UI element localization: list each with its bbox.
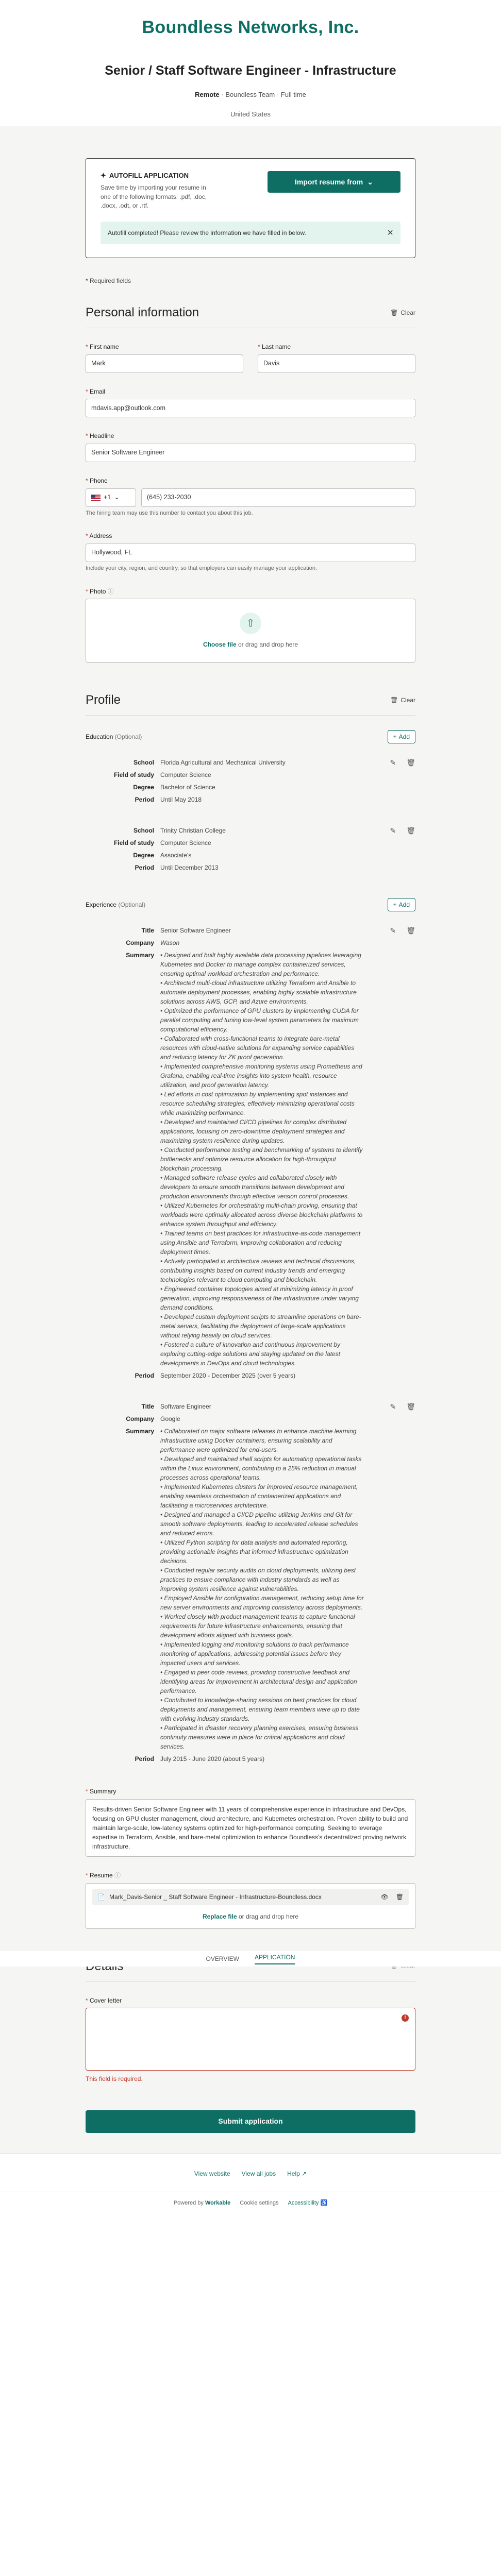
title-value: Software Engineer [160,1402,211,1410]
chevron-down-icon: ⌄ [367,177,373,186]
cover-letter-label: Cover letter [90,1996,122,2004]
resume-label: Resume [90,1871,113,1879]
headline-input[interactable]: Senior Software Engineer [86,444,415,462]
email-label: Email [90,387,106,395]
accessibility-icon: ♿ [320,2200,328,2207]
email-input[interactable]: mdavis.app@outlook.com [86,399,415,417]
trash-icon[interactable]: 🗑 [406,1402,415,1411]
optional-tag: (Optional) [114,733,142,740]
add-label: Add [398,733,410,740]
preview-icon[interactable]: 👁 [380,1893,389,1901]
phone-label: Phone [90,477,108,485]
summary-value: • Collaborated on major software releases to enhance machine learning infrastructure using Docker containers, ensuring scalability and performance were optimized for end-users. • Developed and maintained shell scripts for automating operational tasks within the Linux environment, contributing to a 25% reduction in manual processes across operational teams. • Implemented Kubernetes clusters for improved resource management, enabling seamless orchestration of containerized applications and facilitating a microservices architecture. • Designed and managed a CI/CD pipeline utilizing Jenkins and Git for smooth software deployments, leading to accelerated release schedules and reduced errors. • Utilized Python scripting for data analysis and automated reporting, providing actionable insights that informed infrastructure optimization decisions. • Conducted regular security audits on cloud deployments, utilizing best practices to ensure compliance with industry standards as well as improving system resilience against vulnerabilities. • Employed Ansible for configuration management, reducing setup time for new server environments and improving consistency across deployments. • Worked closely with product management teams to capture functional requirements for future infrastructure enhancements, ensuring that development efforts aligned with business goals. • Implemented logging and monitoring solutions to track performance monitoring of applications, addressing potential issues before they impacted users and services. • Engaged in peer code reviews, providing constructive feedback and identifying areas for improvement in architectural design and application performance. • Contributed to knowledge-sharing sessions on best practices for cloud deployments and management, ensuring team members were up to date with evolving industry standards. • Participated in disaster recovery planning exercises, ensuring business continuity measures were in place for critical applications and cloud services. [160,1427,364,1750]
drag-drop-text: or drag and drop here [237,1913,299,1921]
team-type: · Boundless Team · Full time [219,90,306,98]
summary-textarea[interactable]: Results-driven Senior Software Engineer with 11 years of comprehensive experience in infrastructure and DevOps, focusing on GPU cluster management, cloud architecture, and Kubernetes orchestration. Proven ability to build and maintain large-scale, low-latency systems optimized for high-performance computing. Seeking to leverage expertise in Terraform, Ansible, and bare-metal optimization to enhance Boundless's decentralized proving network infrastructure. [86,1799,415,1857]
personal-information-section: Personal information 🗑 Clear * First name Mark * Last name Davis * Email mdavis.app@outlook.com * Headline Senior Software Engineer * Phone +1 ⌄ (645) 233-2030 The hiring team may use this number to contact you about this job. * Address Hollywood, FL Include your city, region, and country, so that employers can easily manage your application. * Photo ⓘ ⇧ Choose file or drag and drop here [86,304,415,663]
title-value: Senior Software Engineer [160,926,231,934]
chevron-down-icon: ⌄ [114,494,120,501]
add-education-button[interactable] [388,730,415,743]
period-label: Period [135,1755,154,1762]
period-value: Until May 2018 [160,795,202,803]
company-value: Google [160,1415,180,1422]
page-footer [0,2154,501,2218]
resume-filename: Mark_Davis-Senior _ Staff Software Engineer - Infrastructure-Boundless.docx [109,1893,322,1901]
resume-file-chip [92,1889,409,1906]
photo-label: Photo [90,587,106,595]
experience-entry [86,926,415,1383]
last-name-label: Last name [262,343,291,350]
job-meta [0,90,501,99]
choose-file-link[interactable]: Choose file [203,640,237,648]
section-title: Profile [86,693,121,707]
experience-entry [86,1402,415,1767]
plus-icon: + [393,733,397,740]
country-code: +1 [104,494,111,501]
profile-section: Profile 🗑 Clear Education (Optional) + Add School Florida Agricultural and Mechanical University Field of study Computer Science Degree Bachelor of Science Period Until May 2018 ✎ 🗑 School Trinity Christian College Field of study Computer Science Degree Associate's Period Until December 2013 ✎ 🗑 Experience (Optional) + Add Title Senior Software Engineer Company Wason Summary • Designed and built highly available data processing pipelines leveraging Kubernetes and Docker to manage complex containerized services, ensuring optimal workload orchestration and performance. • Architected multi-cloud infrastructure utilizing Terraform and Ansible to automate deployment processes, enabling highly scalable infrastructure solutions across AWS, GCP, and Azure environments. • Optimized the performance of GPU clusters by implementing CUDA for parallel computing and tuning low-level system parameters for maximum computational efficiency. • Collaborated with cross-functional teams to integrate bare-metal resources with cloud-native solutions for expanding service capabilities and reducing latency for ZK proof generation. • Implemented comprehensive monitoring systems using Prometheus and Grafana, enabling real-time insights into system health, resource utilization, and proof generation latency. • Led efforts in cost optimization by implementing spot instances and resource scheduling strategies, effectively minimizing operational costs while maximizing performance. • Developed and maintained CI/CD pipelines for complex distributed applications, focusing on zero-downtime deployment strategies and maximizing system resilience during updates. • Conducted performance testing and benchmarking of systems to identify bottlenecks and optimize resource allocation for high-throughput blockchain processing. • Managed software release cycles and collaborated closely with developers to ensure smooth transitions between development and production environments through effective version control processes. • Utilized Kubernetes for orchestrating multi-chain proving, ensuring that workloads were optimally allocated across diverse blockchain platforms to enhance system throughput and efficiency. • Trained teams on best practices for infrastructure-as-code management using Ansible and Terraform, improving collaboration and reducing deployment times. • Actively participated in architecture reviews and technical discussions, contributing insights based on current industry trends and emerging technologies relevant to cloud computing and blockchain. • Engineered container topologies aimed at minimizing latency in proof generation, improving responsiveness of the infrastructure under varying demand conditions. • Developed custom deployment scripts to streamline operations on bare-metal servers, facilitating the deployment of large-scale applications without relying heavily on cloud services. • Fostered a culture of innovation and continuous improvement by exploring cutting-edge solutions and staying updated on the latest developments in DevOps and cloud technologies. Period September 2020 - December 2025 (over 5 years) ✎ 🗑 Title Software Engineer Company Google Summary • Collaborated on major software releases to enhance machine learning infrastructure using Docker containers, ensuring scalability and performance were optimized for end-users. • Developed and maintained shell scripts for automating operational tasks within the Linux environment, contributing to a 25% reduction in manual processes across operational teams. • Implemented Kubernetes clusters for improved resource management, enabling seamless orchestration of containerized applications and facilitating a microservices architecture. • Designed and managed a CI/CD pipeline utilizing Jenkins and Git for smooth software deployments, leading to accelerated release schedules and reduced errors. • Utilized Python scripting for data analysis and automated reporting, providing actionable insights that informed infrastructure optimization decisions. • Conducted regular security audits on cloud deployments, utilizing best practices to ensure compliance with industry standards as well as improving system resilience against vulnerabilities. • Employed Ansible for configuration management, reducing setup time for new server environments and improving consistency across deployments. • Worked closely with product management teams to capture functional requirements for future infrastructure enhancements, ensuring that development efforts aligned with business goals. • Implemented logging and monitoring solutions to track performance monitoring of applications, addressing potential issues before they impacted users and services. • Engaged in peer code reviews, providing constructive feedback and identifying areas for improvement in architectural design and application performance. • Contributed to knowledge-sharing sessions on best practices for cloud deployments and management, ensuring team members were up to date with evolving industry standards. • Participated in disaster recovery planning exercises, ensuring business continuity measures were in place for critical applications and cloud services. Period July 2015 - June 2020 (about 5 years) ✎ 🗑 * Summary Results-driven Senior Software Engineer with 11 years of comprehensive experience in infrastructure and DevOps, focusing on GPU cluster management, cloud architecture, and Kubernetes orchestration. Proven ability to build and maintain large-scale, low-latency systems optimized for high-performance computing. Seeking to leverage expertise in Terraform, Ansible, and bare-metal optimization to enhance Boundless's decentralized proving network infrastructure. * Resume ⓘ 📄 Mark_Davis-Senior _ Staff Software Engineer - Infrastructure-Boundless.docx 👁 🗑 Replace file or drag and drop here [86,691,415,1929]
job-title: Senior / Staff Software Engineer - Infrastructure [105,63,396,78]
period-label: Period [135,1371,154,1379]
first-name-input[interactable]: Mark [86,354,243,373]
headline-label: Headline [90,432,114,440]
field-value: Computer Science [160,771,211,778]
powered-by [174,2199,230,2207]
edit-icon[interactable]: ✎ [390,758,396,767]
field-label: Field of study [114,839,154,846]
upload-icon: ⇧ [240,613,261,634]
school-value: Florida Agricultural and Mechanical University [160,758,286,766]
info-icon: ⓘ [114,1871,121,1879]
replace-file-link[interactable]: Replace file [202,1913,237,1921]
edit-icon[interactable]: ✎ [390,826,396,835]
plus-icon: + [393,901,397,908]
education-entry [86,758,415,807]
field-label: Field of study [114,771,154,778]
edit-icon[interactable]: ✎ [390,1402,396,1411]
cookie-settings-link[interactable]: Cookie settings [240,2200,279,2207]
workable-brand[interactable]: Workable [205,2200,231,2207]
clear-label: Clear [400,696,415,704]
error-icon: ! [402,2014,409,2022]
autofill-title: AUTOFILL APPLICATION [109,172,189,179]
help-link[interactable] [287,2170,307,2178]
banner-text: Autofill completed! Please review the information we have filled in below. [108,229,306,236]
drag-drop-text: or drag and drop here [236,640,298,648]
form-wrap [86,158,415,2133]
add-experience-button[interactable] [388,898,415,911]
degree-label: Degree [133,783,154,791]
autofill-heading [101,171,214,180]
summary-label: Summary [126,951,154,959]
phone-input[interactable]: (645) 233-2030 [141,488,415,507]
cover-letter-error: This field is required. [86,2075,143,2083]
us-flag-icon [91,495,101,501]
trash-icon: 🗑 [390,696,398,704]
address-input[interactable]: Hollywood, FL [86,544,415,562]
accessibility-link[interactable] [288,2199,328,2207]
title-label: Title [141,926,154,934]
degree-label: Degree [133,851,154,859]
import-label: Import resume from [295,178,363,186]
school-label: School [133,826,154,834]
clear-personal-button[interactable] [390,309,415,317]
trash-icon[interactable]: 🗑 [406,926,415,935]
resume-dropzone[interactable] [86,1883,415,1929]
job-header [0,0,501,126]
import-resume-button[interactable] [268,171,400,193]
trash-icon: 🗑 [390,309,398,316]
cover-letter-textarea[interactable] [86,2008,415,2071]
external-link-icon: ↗ [302,2170,307,2178]
autofill-description: Save time by importing your resume in one of the following formats: .pdf, .doc, .docx, .odt, or .rtf. [101,184,207,209]
school-value: Trinity Christian College [160,826,226,834]
view-all-jobs-link[interactable]: View all jobs [241,2170,276,2178]
summary-label: Summary [126,1427,154,1435]
phone-hint: The hiring team may use this number to contact you about this job. [86,510,253,516]
company-value: Wason [160,939,180,946]
first-name-label: First name [90,343,119,350]
title-label: Title [141,1402,154,1410]
add-label: Add [398,901,410,908]
section-title: Personal information [86,306,199,320]
summary-value: • Designed and built highly available data processing pipelines leveraging Kubernetes and Docker to manage complex containerized services, ensuring optimal workload orchestration and performance. • Architected multi-cloud infrastructure utilizing Terraform and Ansible to automate deployment processes, enabling highly scalable infrastructure solutions across AWS, GCP, and Azure environments. • Optimized the performance of GPU clusters by implementing CUDA for parallel computing and tuning low-level system parameters for maximum computational efficiency. • Collaborated with cross-functional teams to integrate bare-metal resources with cloud-native solutions for expanding service capabilities and reducing latency for ZK proof generation. • Implemented comprehensive monitoring systems using Prometheus and Grafana, enabling real-time insights into system health, resource utilization, and proof generation latency. • Led efforts in cost optimization by implementing spot instances and resource scheduling strategies, effectively minimizing operational costs while maximizing performance. • Developed and maintained CI/CD pipelines for complex distributed applications, focusing on zero-downtime deployment strategies and maximizing system resilience during updates. • Conducted performance testing and benchmarking of systems to identify bottlenecks and optimize resource allocation for high-throughput blockchain processing. • Managed software release cycles and collaborated closely with developers to ensure smooth transitions between development and production environments through effective version control processes. • Utilized Kubernetes for orchestrating multi-chain proving, ensuring that workloads were optimally allocated across diverse blockchain platforms to enhance system throughput and efficiency. • Trained teams on best practices for infrastructure-as-code management using Ansible and Terraform, improving collaboration and reducing deployment times. • Actively participated in architecture reviews and technical discussions, contributing insights based on current industry trends and emerging technologies relevant to cloud computing and blockchain. • Engineered container topologies aimed at minimizing latency in proof generation, improving responsiveness of the infrastructure under varying demand conditions. • Developed custom deployment scripts to streamline operations on bare-metal servers, facilitating the deployment of large-scale applications without relying heavily on cloud services. • Fostered a culture of innovation and continuous improvement by exploring cutting-edge solutions and staying updated on the latest developments in DevOps and cloud technologies. [160,951,363,1367]
company-label: Company [126,939,154,946]
autofill-success-banner [101,222,400,244]
degree-value: Bachelor of Science [160,783,215,791]
degree-value: Associate's [160,851,192,859]
trash-icon[interactable]: 🗑 [395,1893,404,1901]
address-hint: Include your city, region, and country, so that employers can easily manage your application. [86,565,318,572]
trash-icon[interactable]: 🗑 [406,826,415,835]
experience-title: Experience [86,901,117,908]
application-main [0,126,501,2154]
period-value: July 2015 - June 2020 (about 5 years) [160,1755,265,1762]
autofill-card [86,158,415,258]
powered-by-label: Powered by [173,2200,205,2207]
clear-profile-button[interactable] [390,696,415,705]
period-value: September 2020 - December 2025 (over 5 years) [160,1371,296,1379]
tab-overview[interactable]: OVERVIEW [206,1955,239,1962]
help-label: Help [287,2170,300,2178]
period-label: Period [135,863,154,871]
field-value: Computer Science [160,839,211,846]
company-label: Company [126,1415,154,1422]
sparkle-icon: ✦ [101,172,106,179]
workplace-type: Remote [195,90,220,98]
info-icon: ⓘ [107,587,114,595]
school-label: School [133,758,154,766]
optional-tag: (Optional) [118,901,146,908]
page-tabs [0,1951,501,1967]
details-section: * Cover letter ! This field is required. [86,1958,415,2083]
clear-label: Clear [400,309,415,316]
edit-icon[interactable]: ✎ [390,926,396,935]
job-location: United States [230,110,271,118]
address-label: Address [89,532,112,540]
photo-dropzone[interactable] [86,599,415,663]
submit-application-button[interactable]: Submit application [86,2110,415,2133]
close-icon[interactable]: × [387,227,393,239]
accessibility-label: Accessibility [288,2200,319,2207]
education-title: Education [86,733,113,740]
company-name[interactable]: Boundless Networks, Inc. [142,18,359,37]
country-code-select[interactable] [86,488,136,507]
period-label: Period [135,795,154,803]
period-value: Until December 2013 [160,863,219,871]
summary-field-label: Summary [90,1787,116,1795]
required-note: * Required fields [86,277,131,285]
last-name-input[interactable]: Davis [258,354,415,373]
document-icon: 📄 [97,1893,105,1901]
tab-application[interactable]: APPLICATION [255,1953,295,1965]
education-entry [86,826,415,875]
view-website-link[interactable]: View website [194,2170,230,2178]
trash-icon[interactable]: 🗑 [406,758,415,767]
